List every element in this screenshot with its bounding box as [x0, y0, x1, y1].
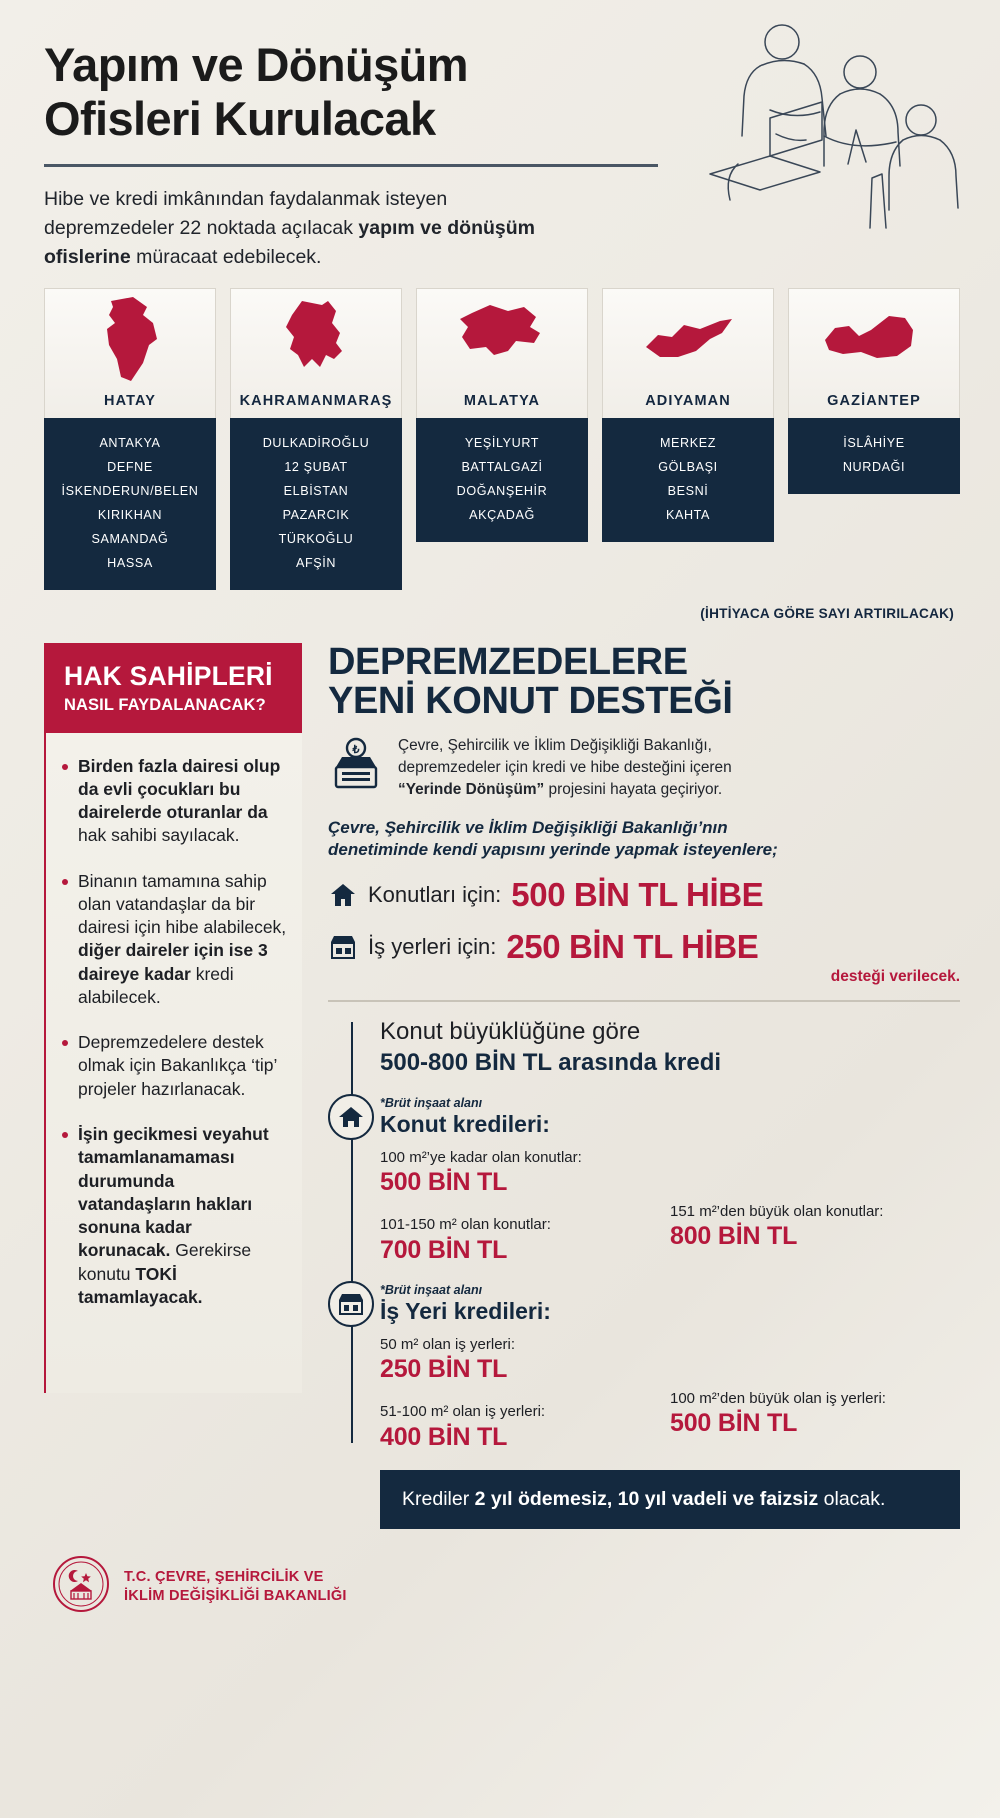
district-list	[416, 418, 588, 542]
district-item: KAHTA	[665, 507, 711, 522]
district-item: MERKEZ	[659, 435, 717, 450]
credit-item-label: 51-100 m² olan iş yerleri:	[380, 1403, 546, 1421]
credit-section	[328, 1018, 960, 1529]
credit-column-right	[670, 1335, 960, 1452]
credit-footnote: *Brüt inşaat alanı	[380, 1095, 483, 1110]
intro-text	[398, 735, 732, 801]
credit-kind-title: İş Yeri kredileri:	[380, 1297, 551, 1324]
bullet-bold: tamamlayacak.	[78, 1286, 203, 1307]
list-item	[62, 755, 288, 848]
credit-item	[670, 1202, 960, 1252]
intro-row	[328, 735, 960, 801]
credit-item	[380, 1148, 670, 1198]
grant-label: Konutları için:	[368, 882, 502, 908]
city-card-hatay	[44, 288, 216, 590]
intro-line2: depremzedeler için kredi ve hibe desteğini içeren	[398, 758, 732, 776]
credit-footnote: *Brüt inşaat alanı	[380, 1282, 483, 1297]
svg-text:₺: ₺	[352, 743, 360, 756]
list-item	[62, 1031, 288, 1101]
housing-title-line1: DEPREMZEDELERE	[328, 640, 688, 683]
city-name: MALATYA	[463, 392, 541, 409]
shop-icon	[328, 934, 358, 960]
credit-item-label: 101-150 m² olan konutlar:	[380, 1216, 551, 1234]
district-item: İSLÂHİYE	[843, 435, 905, 450]
credit-item	[380, 1402, 670, 1452]
lede-part-3: müracaat edebilecek.	[130, 245, 322, 268]
credit-items-grid	[380, 1335, 960, 1452]
city-card-top	[230, 288, 402, 418]
credit-item-value: 250 BİN TL	[380, 1355, 508, 1384]
district-item: YEŞİLYURT	[464, 435, 540, 450]
credit-item-value: 700 BİN TL	[380, 1235, 508, 1264]
bullet-text: Gerekirse konutu	[78, 1240, 252, 1284]
district-item: SAMANDAĞ	[91, 531, 169, 546]
list-item	[62, 1123, 288, 1309]
lede-paragraph	[44, 185, 654, 272]
bullet-bold: İşin gecikmesi veyahut tamamlanamaması durumunda vatandaşların hakları sonuna kadar korunacak.	[78, 1124, 269, 1261]
district-item: BESNİ	[667, 483, 709, 498]
city-card-gaziantep	[788, 288, 960, 494]
credit-items-grid	[380, 1148, 960, 1265]
district-item: ANTAKYA	[99, 435, 161, 450]
bullet-bold: diğer daireler için ise 3 daireye kadar	[78, 940, 268, 984]
city-card-top	[788, 288, 960, 418]
city-card-malatya	[416, 288, 588, 542]
credit-block-workplace	[380, 1283, 960, 1452]
emphasis-line2: denetiminde kendi yapısını yerinde yapmak isteyenlere;	[328, 840, 778, 860]
list-item	[62, 870, 288, 1010]
bullet-text: kredi alabilecek.	[78, 963, 234, 1007]
city-cards	[0, 272, 1000, 590]
page-title-line1: Yapım ve Dönüşüm	[44, 38, 468, 91]
district-item: AFŞİN	[295, 555, 337, 570]
shop-icon	[328, 1281, 374, 1327]
rights-holders-subheading: NASIL FAYDALANACAK?	[64, 695, 266, 714]
grant-footnote: desteği verilecek.	[830, 968, 960, 986]
ministry-seal-icon	[52, 1555, 110, 1618]
intro-line3: projesini hayata geçiriyor.	[544, 780, 723, 798]
title-divider	[44, 164, 658, 167]
ministry-name	[124, 1568, 347, 1606]
credit-item	[670, 1389, 960, 1439]
district-item: DOĞANŞEHİR	[456, 483, 548, 498]
credit-item-label: 151 m²’den büyük olan konutlar:	[670, 1202, 884, 1220]
adiyaman-map-icon	[603, 289, 773, 393]
rights-holders-header	[44, 643, 302, 733]
rights-bullet-list	[62, 755, 288, 1310]
city-card-top	[416, 288, 588, 418]
bullet-bold: Birden fazla dairesi olup da evli çocukları bu dairelerde oturanlar da	[78, 755, 281, 823]
credit-item-label: 50 m² olan iş yerleri:	[380, 1335, 516, 1353]
district-list	[44, 418, 216, 590]
emphasis-line1: Çevre, Şehircilik ve İklim Değişikliği Bakanlığı’nın	[328, 817, 728, 837]
intro-project-name: “Yerinde Dönüşüm”	[398, 780, 545, 798]
city-name: GAZİANTEP	[827, 392, 921, 409]
rights-holders-heading: HAK SAHİPLERİ	[64, 660, 273, 691]
malatya-map-icon	[417, 289, 587, 393]
district-list	[602, 418, 774, 542]
section-divider	[328, 1000, 960, 1002]
district-list	[230, 418, 402, 590]
credit-column-right	[670, 1148, 960, 1265]
hatay-map-icon	[45, 289, 215, 393]
terms-bold-2: faizsiz	[759, 1487, 819, 1510]
grant-amount: 250 BİN TL HİBE	[506, 928, 759, 966]
credit-block-housing	[380, 1096, 960, 1265]
ministry-line1: T.C. ÇEVRE, ŞEHİRCİLİK VE	[124, 1569, 324, 1585]
credit-item	[380, 1335, 670, 1385]
district-item: BATTALGAZİ	[461, 459, 543, 474]
lede-part-1: Hibe ve kredi imkânından faydalanmak isteyen	[44, 188, 448, 211]
rights-holders-body	[44, 733, 302, 1393]
bullet-text: hak sahibi sayılacak.	[78, 825, 240, 846]
rights-holders-panel	[44, 643, 302, 1393]
terms-bold-1: 2 yıl ödemesiz, 10 yıl vadeli ve	[474, 1487, 755, 1510]
district-item: DULKADİROĞLU	[262, 435, 370, 450]
lede-bold-1: yapım ve dönüşüm	[358, 217, 535, 240]
credit-item-value: 500 BİN TL	[670, 1409, 798, 1438]
district-list	[788, 418, 960, 494]
district-item: NURDAĞI	[842, 459, 906, 474]
district-item: PAZARCIK	[282, 507, 350, 522]
city-name: HATAY	[104, 392, 156, 409]
lede-part-2: depremzedeler 22 noktada açılacak	[44, 217, 359, 240]
city-name: ADIYAMAN	[645, 392, 731, 409]
donation-box-icon	[328, 735, 384, 796]
lower-section	[0, 621, 1000, 1530]
gaziantep-map-icon	[789, 289, 959, 393]
housing-support-title	[328, 640, 960, 722]
home-icon	[328, 882, 358, 908]
terms-text-2: olacak.	[818, 1487, 886, 1510]
grant-row-workplace	[328, 928, 960, 966]
credit-timeline-spine	[351, 1022, 353, 1443]
grant-amount: 500 BİN TL HİBE	[511, 876, 764, 914]
emphasis-text	[328, 817, 960, 863]
intro-line1: Çevre, Şehircilik ve İklim Değişikliği Bakanlığı,	[398, 736, 712, 754]
credit-kind-title: Konut kredileri:	[380, 1110, 550, 1137]
district-item: GÖLBAŞI	[658, 459, 718, 474]
city-card-kahramanmaras	[230, 288, 402, 590]
city-name: KAHRAMANMARAŞ	[239, 392, 393, 409]
page-title-line2: Ofisleri Kurulacak	[44, 91, 436, 145]
bullet-text: Depremzedelere destek olmak için Bakanlıkça ‘tip’ projeler hazırlanacak.	[78, 1032, 277, 1099]
credit-head-line2: 500-800 BİN TL arasında kredi	[380, 1048, 722, 1076]
bullet-bold: TOKİ	[135, 1263, 177, 1284]
credit-head-line1: Konut büyüklüğüne göre	[380, 1018, 641, 1046]
credit-item	[380, 1215, 670, 1265]
credit-column-left	[380, 1335, 670, 1452]
city-card-adiyaman	[602, 288, 774, 542]
city-card-top	[602, 288, 774, 418]
terms-text-1: Krediler	[402, 1487, 475, 1510]
district-item: AKÇADAĞ	[469, 507, 535, 522]
kahramanmaras-map-icon	[231, 289, 401, 393]
grant-label: İş yerleri için:	[368, 934, 497, 960]
home-icon	[328, 1094, 374, 1140]
page-title	[44, 38, 960, 145]
bullet-text: Binanın tamamına sahip olan vatandaşlar da bir dairesi için hibe alabilecek,	[78, 870, 287, 938]
district-item: DEFNE	[107, 459, 153, 474]
credit-item-value: 400 BİN TL	[380, 1422, 508, 1451]
capacity-note: (İHTİYACA GÖRE SAYI ARTIRILACAK)	[700, 605, 954, 621]
district-item: KIRIKHAN	[97, 507, 163, 522]
credit-item-value: 800 BİN TL	[670, 1222, 798, 1251]
city-card-top	[44, 288, 216, 418]
header	[0, 0, 1000, 272]
housing-support-panel	[328, 640, 960, 1530]
grant-row-housing	[328, 876, 960, 914]
credit-item-label: 100 m²’ye kadar olan konutlar:	[380, 1148, 582, 1166]
district-item: TÜRKOĞLU	[278, 531, 354, 546]
district-item: ELBİSTAN	[283, 483, 349, 498]
credit-column-left	[380, 1148, 670, 1265]
housing-title-line2: YENİ KONUT DESTEĞİ	[328, 679, 733, 722]
credit-item-value: 500 BİN TL	[380, 1168, 508, 1197]
ministry-footer	[0, 1529, 1000, 1618]
credit-item-label: 100 m²’den büyük olan iş yerleri:	[670, 1389, 886, 1407]
district-item: İSKENDERUN/BELEN	[61, 483, 199, 498]
credit-terms-box	[380, 1470, 960, 1530]
ministry-line2: İKLİM DEĞİŞİKLİĞİ BAKANLIĞI	[124, 1587, 347, 1604]
lede-bold-2: ofislerine	[44, 245, 131, 268]
district-item: HASSA	[107, 555, 153, 570]
district-item: 12 ŞUBAT	[284, 459, 348, 474]
